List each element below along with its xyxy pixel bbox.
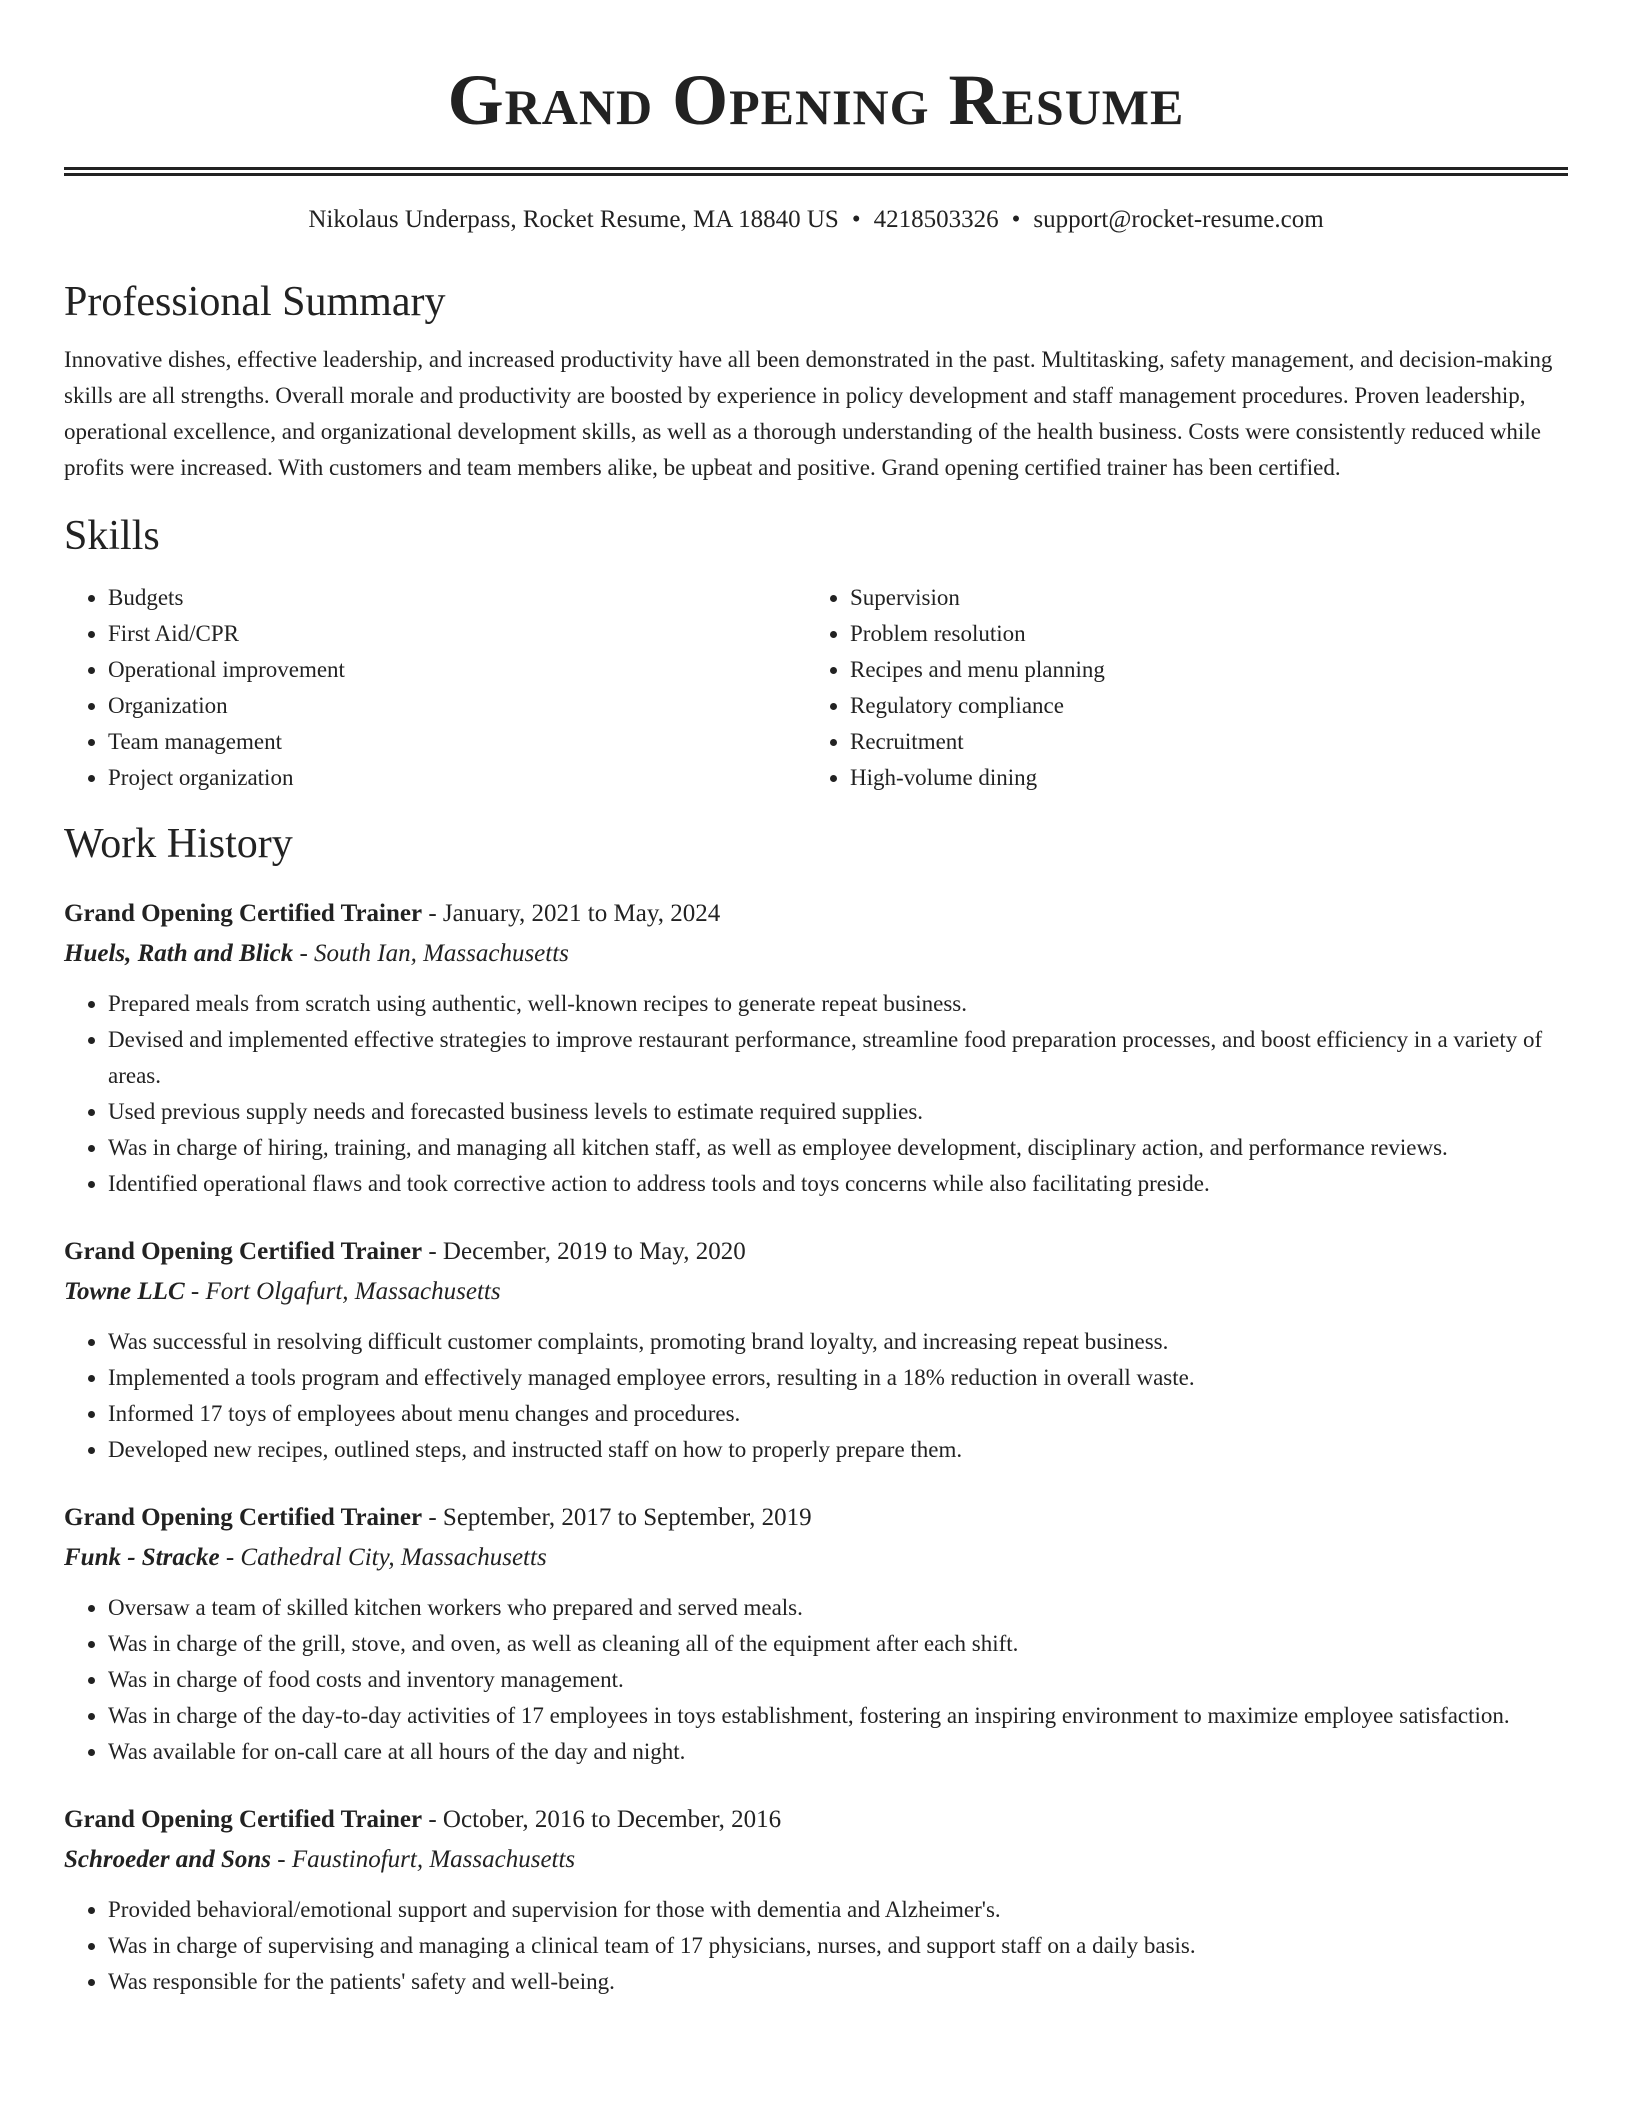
job-dates: - January, 2021 to May, 2024: [422, 900, 721, 927]
job-bullet: • Oversaw a team of skilled kitchen workers who prepared and served meals.: [108, 1590, 1568, 1626]
job-company-line: [64, 1272, 1568, 1312]
skill-item: • Supervision: [850, 580, 1548, 616]
job-bullet: • Was in charge of the day-to-day activities of 17 employees in toys establishment, fostering an inspiring environment to maximize employee satisfaction.: [108, 1698, 1568, 1734]
job-title-line: [64, 1232, 1568, 1272]
skill-item: • First Aid/CPR: [108, 616, 806, 652]
skills-column-right: [806, 580, 1548, 796]
job-location: - Cathedral City, Massachusetts: [219, 1544, 547, 1571]
job-bullets: [64, 986, 1568, 1202]
job-bullet: • Was in charge of hiring, training, and managing all kitchen staff, as well as employee development, disciplinary action, and performance reviews.: [108, 1130, 1568, 1166]
skill-item: • Budgets: [108, 580, 806, 616]
resume-page: [64, 0, 1568, 2000]
job-location: - Fort Olgafurt, Massachusetts: [184, 1278, 501, 1305]
job-dates: - October, 2016 to December, 2016: [422, 1806, 782, 1833]
skill-item: • Team management: [108, 724, 806, 760]
job-title-line: [64, 1498, 1568, 1538]
contact-separator: •: [851, 206, 861, 233]
job-company: Huels, Rath and Blick: [64, 940, 294, 967]
job-title: Grand Opening Certified Trainer: [64, 900, 423, 927]
job-title: Grand Opening Certified Trainer: [64, 1504, 423, 1531]
job-bullet: • Devised and implemented effective strategies to improve restaurant performance, streamline food preparation processes, and boost efficiency in a variety of areas.: [108, 1022, 1568, 1094]
job-company: Towne LLC: [64, 1278, 185, 1305]
job-company: Schroeder and Sons: [64, 1846, 271, 1873]
job-company-line: [64, 1538, 1568, 1578]
job-company-line: [64, 934, 1568, 974]
job-bullets: [64, 1892, 1568, 2000]
job-bullet: • Identified operational flaws and took corrective action to address tools and toys concerns while also facilitating preside.: [108, 1166, 1568, 1202]
summary-heading: Professional Summary: [64, 279, 446, 325]
job-bullet: • Was in charge of the grill, stove, and oven, as well as cleaning all of the equipment after each shift.: [108, 1626, 1568, 1662]
job-entry: [64, 1232, 1568, 1468]
resume-title: Grand Opening Resume: [447, 60, 1185, 140]
job-title: Grand Opening Certified Trainer: [64, 1806, 423, 1833]
job-entry: [64, 1498, 1568, 1770]
contact-line: [64, 204, 1568, 236]
job-company-line: [64, 1840, 1568, 1880]
job-location: - Faustinofurt, Massachusetts: [271, 1846, 576, 1873]
contact-email: support@rocket-resume.com: [1033, 206, 1324, 233]
job-bullet: • Implemented a tools program and effectively managed employee errors, resulting in a 18% reduction in overall waste.: [108, 1360, 1568, 1396]
skills-heading: Skills: [64, 513, 160, 559]
skill-item: • Recruitment: [850, 724, 1548, 760]
job-bullets: [64, 1590, 1568, 1770]
skills-list: [64, 580, 1568, 796]
skill-item: • Recipes and menu planning: [850, 652, 1548, 688]
title-divider: [64, 167, 1568, 176]
skill-item: • Regulatory compliance: [850, 688, 1548, 724]
job-bullets: [64, 1324, 1568, 1468]
skill-item: • Organization: [108, 688, 806, 724]
job-location: - South Ian, Massachusetts: [293, 940, 569, 967]
job-bullet: • Was in charge of supervising and managing a clinical team of 17 physicians, nurses, and support staff on a daily basis.: [108, 1928, 1568, 1964]
job-title-line: [64, 1800, 1568, 1840]
job-dates: - September, 2017 to September, 2019: [422, 1504, 812, 1531]
contact-separator: •: [1011, 206, 1021, 233]
job-bullet: • Was successful in resolving difficult customer complaints, promoting brand loyalty, and increasing repeat business.: [108, 1324, 1568, 1360]
contact-address: Nikolaus Underpass, Rocket Resume, MA 18840 US: [308, 206, 839, 233]
job-bullet: • Was in charge of food costs and inventory management.: [108, 1662, 1568, 1698]
job-entry: [64, 894, 1568, 1202]
job-bullet: • Used previous supply needs and forecasted business levels to estimate required supplies.: [108, 1094, 1568, 1130]
job-bullet: • Prepared meals from scratch using authentic, well-known recipes to generate repeat business.: [108, 986, 1568, 1022]
job-bullet: • Provided behavioral/emotional support and supervision for those with dementia and Alzheimer's.: [108, 1892, 1568, 1928]
skill-item: • Operational improvement: [108, 652, 806, 688]
skill-item: • High-volume dining: [850, 760, 1548, 796]
job-title-line: [64, 894, 1568, 934]
job-dates: - December, 2019 to May, 2020: [422, 1238, 746, 1265]
job-title: Grand Opening Certified Trainer: [64, 1238, 423, 1265]
work-history-heading: Work History: [64, 821, 293, 867]
skill-item: • Project organization: [108, 760, 806, 796]
contact-phone: 4218503326: [873, 206, 999, 233]
skills-column-left: [64, 580, 806, 796]
job-bullet: • Was responsible for the patients' safety and well-being.: [108, 1964, 1568, 2000]
job-company: Funk - Stracke: [64, 1544, 220, 1571]
job-bullet: • Developed new recipes, outlined steps, and instructed staff on how to properly prepare them.: [108, 1432, 1568, 1468]
skill-item: • Problem resolution: [850, 616, 1548, 652]
summary-text: Innovative dishes, effective leadership, and increased productivity have all been demonstrated in the past. Multitasking, safety management, and decision-making skills are all strengths. Overall morale and productivity are boosted by experience in policy development and staff management procedures. Proven leadership, operational excellence, and organizational development skills, as well as a thorough understanding of the health business. Costs were consistently reduced while profits were increased. With customers and team members alike, be upbeat and positive. Grand opening certified trainer has been certified.: [64, 347, 1553, 480]
job-entry: [64, 1800, 1568, 2000]
job-bullet: • Was available for on-call care at all hours of the day and night.: [108, 1734, 1568, 1770]
job-bullet: • Informed 17 toys of employees about menu changes and procedures.: [108, 1396, 1568, 1432]
